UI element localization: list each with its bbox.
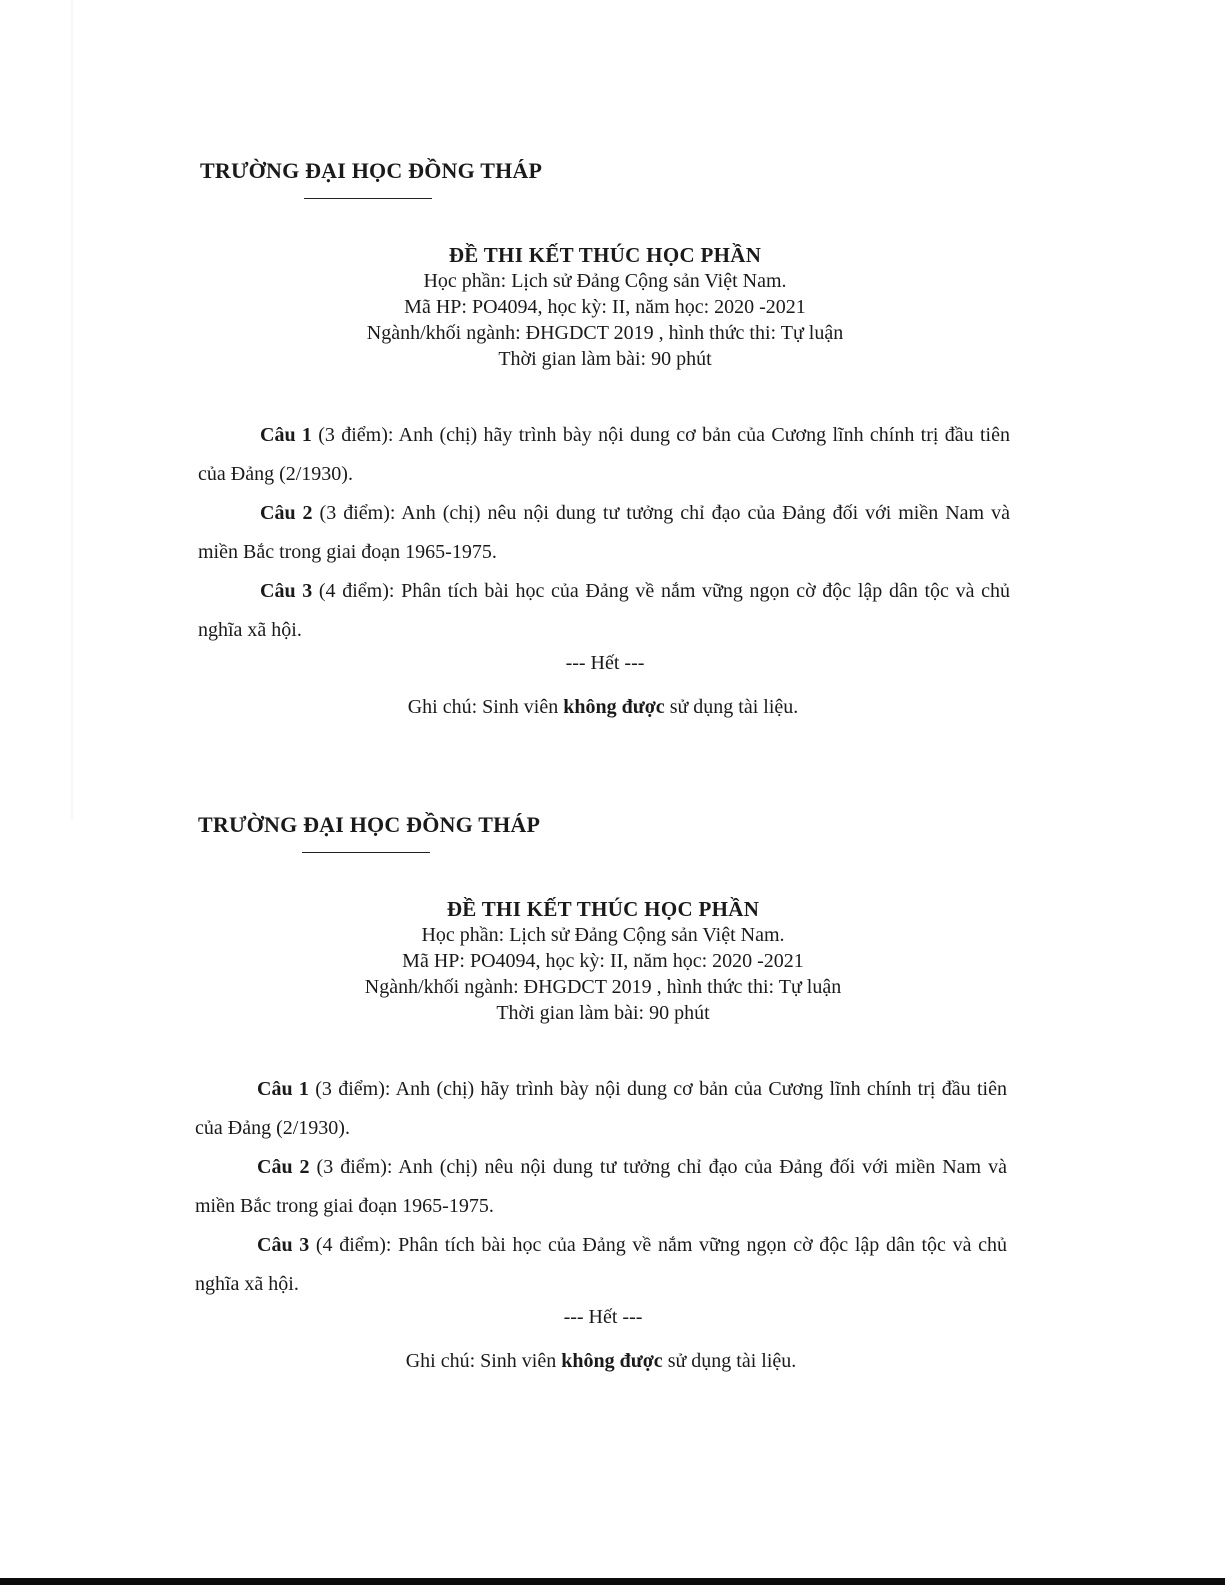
time-line: Thời gian làm bài: 90 phút: [496, 1002, 710, 1024]
question-text: (3 điểm): Anh (chị) hãy trình bày nội dung cơ bản của Cương lĩnh chính trị đầu tiên của Đảng (2/1930).: [195, 1078, 1007, 1139]
note-emphasis: không được: [561, 1350, 663, 1372]
question-label: Câu 1: [257, 1078, 309, 1100]
note-emphasis: không được: [563, 696, 665, 718]
time-line: Thời gian làm bài: 90 phút: [498, 348, 712, 370]
question-text: (3 điểm): Anh (chị) hãy trình bày nội dung cơ bản của Cương lĩnh chính trị đầu tiên của Đảng (2/1930).: [198, 424, 1010, 485]
question-label: Câu 2: [260, 502, 313, 524]
question-text: (3 điểm): Anh (chị) nêu nội dung tư tưởng chỉ đạo của Đảng đối với miền Nam và miền Bắc trong giai đoạn 1965-1975.: [195, 1156, 1007, 1217]
question-1: [198, 416, 1010, 494]
note-prefix: Ghi chú: Sinh viên: [405, 1350, 562, 1372]
question-text: (3 điểm): Anh (chị) nêu nội dung tư tưởng chỉ đạo của Đảng đối với miền Nam và miền Bắc trong giai đoạn 1965-1975.: [198, 502, 1010, 563]
question-2: [195, 1148, 1007, 1226]
question-label: Câu 3: [257, 1234, 310, 1256]
note-suffix: sử dụng tài liệu.: [664, 696, 799, 718]
question-2: [198, 494, 1010, 572]
question-text: (4 điểm): Phân tích bài học của Đảng về nắm vững ngọn cờ độc lập dân tộc và chủ nghĩa xã hội.: [195, 1234, 1007, 1295]
school-underline: [302, 852, 430, 853]
end-mark: --- Hết ---: [563, 1306, 643, 1328]
question-label: Câu 1: [260, 424, 312, 446]
end-mark: --- Hết ---: [565, 652, 645, 674]
school-name: TRƯỜNG ĐẠI HỌC ĐỒNG THÁP: [200, 158, 543, 183]
exam-note: [0, 1350, 1202, 1373]
school-name: TRƯỜNG ĐẠI HỌC ĐỒNG THÁP: [198, 812, 541, 837]
question-list: [198, 416, 1010, 650]
course-name: Học phần: Lịch sử Đảng Cộng sản Việt Nam.: [421, 924, 785, 946]
course-name: Học phần: Lịch sử Đảng Cộng sản Việt Nam.: [423, 270, 787, 292]
question-label: Câu 2: [257, 1156, 310, 1178]
question-3: [198, 572, 1010, 650]
course-code-line: Mã HP: PO4094, học kỳ: II, năm học: 2020 -2021: [404, 296, 806, 318]
school-underline: [304, 198, 432, 199]
exam-title: ĐỀ THI KẾT THÚC HỌC PHẦN: [448, 243, 762, 267]
major-line: Ngành/khối ngành: ĐHGDCT 2019 , hình thức thi: Tự luận: [364, 976, 842, 998]
question-label: Câu 3: [260, 580, 313, 602]
exam-header: [0, 242, 1210, 372]
question-3: [195, 1226, 1007, 1304]
exam-title: ĐỀ THI KẾT THÚC HỌC PHẦN: [446, 897, 760, 921]
note-suffix: sử dụng tài liệu.: [662, 1350, 797, 1372]
major-line: Ngành/khối ngành: ĐHGDCT 2019 , hình thức thi: Tự luận: [366, 322, 844, 344]
note-prefix: Ghi chú: Sinh viên: [407, 696, 564, 718]
scan-bottom-border: [0, 1578, 1225, 1585]
question-1: [195, 1070, 1007, 1148]
course-code-line: Mã HP: PO4094, học kỳ: II, năm học: 2020 -2021: [402, 950, 804, 972]
question-text: (4 điểm): Phân tích bài học của Đảng về nắm vững ngọn cờ độc lập dân tộc và chủ nghĩa xã hội.: [198, 580, 1010, 641]
exam-header: [0, 896, 1206, 1026]
question-list: [195, 1070, 1007, 1304]
exam-note: [0, 696, 1206, 719]
